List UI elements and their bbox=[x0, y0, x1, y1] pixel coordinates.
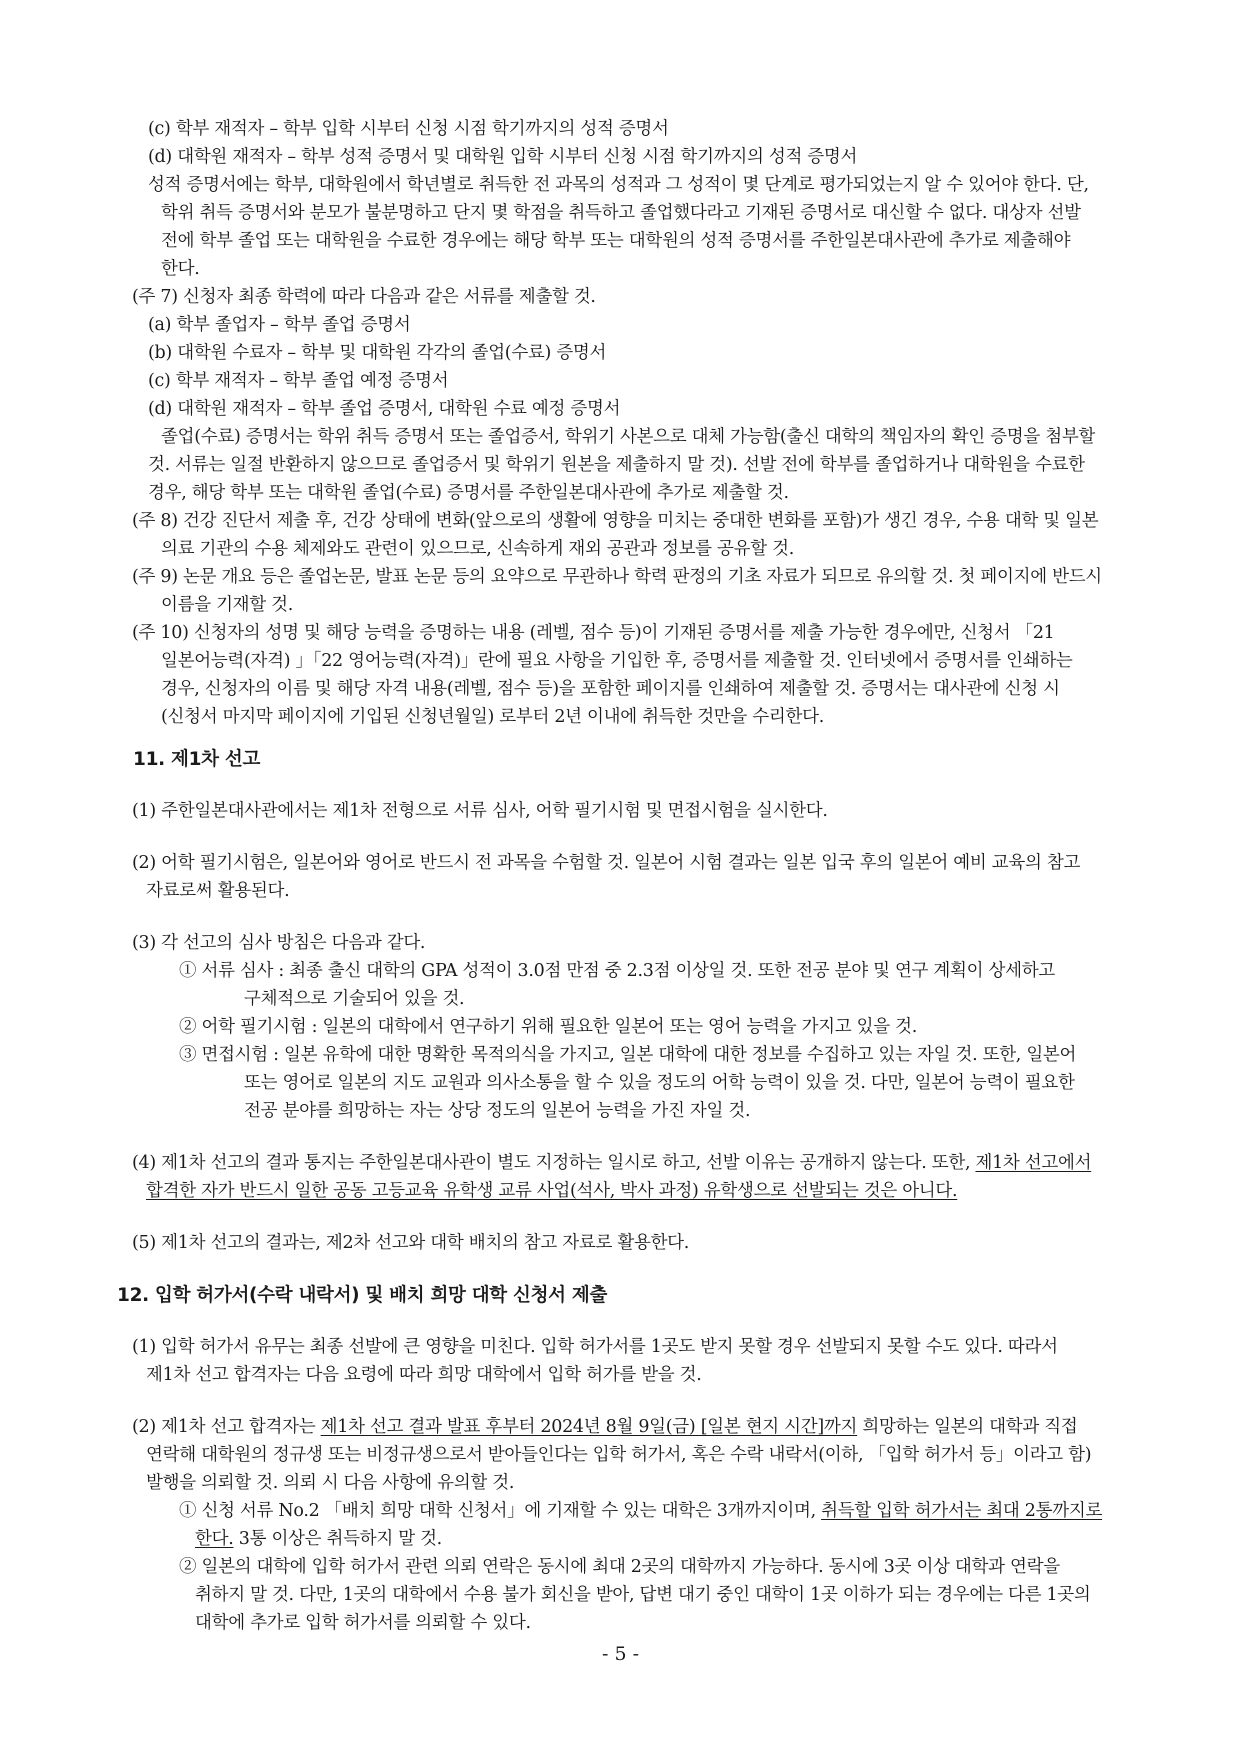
section11-p3-title: (3) 각 선고의 심사 방침은 다음과 같다. bbox=[132, 933, 426, 953]
review-criteria-line: 구체적으로 기술되어 있을 것. bbox=[244, 989, 465, 1009]
p4-underlined: 합격한 자가 반드시 일한 공동 고등교육 유학생 교류 사업(석사, 박사 과정) 유학생으로 선발되는 것은 아니다. bbox=[146, 1181, 958, 1201]
section11-p2-line: 자료로써 활용된다. bbox=[146, 881, 290, 901]
section12-item2-line: 취하지 말 것. 다만, 1곳의 대학에서 수용 불가 회신을 받아, 답변 대기 중인 대학이 1곳 이하가 되는 경우에는 다른 1곳의 bbox=[195, 1585, 1091, 1605]
transcript-note-line: 한다. bbox=[161, 259, 200, 279]
note8-line: (주 8) 건강 진단서 제출 후, 건강 상태에 변화(앞으로의 생활에 영향을 미치는 중대한 변화를 포함)가 생긴 경우, 수용 대학 및 일본 bbox=[132, 511, 1099, 531]
section11-p1: (1) 주한일본대사관에서는 제1차 전형으로 서류 심사, 어학 필기시험 및 면접시험을 실시한다. bbox=[132, 801, 828, 821]
item1-text: ① 신청 서류 No.2 「배치 희망 대학 신청서」에 기재할 수 있는 대학은 3개까지이며, bbox=[179, 1501, 822, 1521]
section12-item2-line: ② 일본의 대학에 입학 허가서 관련 의뢰 연락은 동시에 최대 2곳의 대학까지 가능하다. 동시에 3곳 이상 대학과 연락을 bbox=[179, 1557, 1060, 1577]
note7-title: (주 7) 신청자 최종 학력에 따라 다음과 같은 서류를 제출할 것. bbox=[132, 287, 596, 307]
note7-body-line: 경우, 해당 학부 또는 대학원 졸업(수료) 증명서를 주한일본대사관에 추가로 제출할 것. bbox=[148, 483, 789, 503]
note8-line: 의료 기관의 수용 체제와도 관련이 있으므로, 신속하게 재외 공관과 정보를 공유할 것. bbox=[161, 539, 794, 559]
section12-p1-line: 제1차 선고 합격자는 다음 요령에 따라 희망 대학에서 입학 허가를 받을 것. bbox=[146, 1365, 702, 1385]
section12-p1-line: (1) 입학 허가서 유무는 최종 선발에 큰 영향을 미친다. 입학 허가서를 1곳도 받지 못할 경우 선발되지 못할 수도 있다. 따라서 bbox=[132, 1337, 1058, 1357]
review-criteria-line: ② 어학 필기시험 : 일본의 대학에서 연구하기 위해 필요한 일본어 또는 영어 능력을 가지고 있을 것. bbox=[179, 1017, 917, 1037]
review-criteria-line: ① 서류 심사 : 최종 출신 대학의 GPA 성적이 3.0점 만점 중 2.3점 이상일 것. 또한 전공 분야 및 연구 계획이 상세하고 bbox=[179, 961, 1055, 981]
transcript-note-line: 성적 증명서에는 학부, 대학원에서 학년별로 취득한 전 과목의 성적과 그 성적이 몇 단계로 평가되었는지 알 수 있어야 한다. 단, bbox=[148, 175, 1089, 195]
section11-p2-line: (2) 어학 필기시험은, 일본어와 영어로 반드시 전 과목을 수험할 것. 일본어 시험 결과는 일본 입국 후의 일본어 예비 교육의 참고 bbox=[132, 853, 1081, 873]
section11-p4-line bbox=[146, 1179, 957, 1203]
section-11-heading: 11. 제1차 선고 bbox=[133, 749, 261, 770]
note9-line: 이름을 기재할 것. bbox=[161, 595, 294, 615]
note7-item: (b) 대학원 수료자 – 학부 및 대학원 각각의 졸업(수료) 증명서 bbox=[148, 343, 607, 363]
note7-item: (d) 대학원 재적자 – 학부 졸업 증명서, 대학원 수료 예정 증명서 bbox=[148, 399, 621, 419]
section12-item1-line bbox=[195, 1527, 442, 1551]
p2-text: 희망하는 일본의 대학과 직접 bbox=[857, 1417, 1078, 1437]
note9-line: (주 9) 논문 개요 등은 졸업논문, 발표 논문 등의 요약으로 무관하나 학력 판정의 기초 자료가 되므로 유의할 것. 첫 페이지에 반드시 bbox=[132, 567, 1102, 587]
review-criteria-line: ③ 면접시험 : 일본 유학에 대한 명확한 목적의식을 가지고, 일본 대학에 대한 정보를 수집하고 있는 자일 것. 또한, 일본어 bbox=[179, 1045, 1077, 1065]
section12-item2-line: 대학에 추가로 입학 허가서를 의뢰할 수 있다. bbox=[195, 1613, 531, 1633]
p2-deadline: 제1차 선고 결과 발표 후부터 2024년 8월 9일(금) [일본 현지 시간]까지 bbox=[320, 1417, 858, 1437]
note10-line: 경우, 신청자의 이름 및 해당 자격 내용(레벨, 점수 등)을 포함한 페이지를 인쇄하여 제출할 것. 증명서는 대사관에 신청 시 bbox=[161, 679, 1060, 699]
review-criteria-line: 또는 영어로 일본의 지도 교원과 의사소통을 할 수 있을 정도의 어학 능력이 있을 것. 다만, 일본어 능력이 필요한 bbox=[244, 1073, 1075, 1093]
note10-line: (주 10) 신청자의 성명 및 해당 능력을 증명하는 내용 (레벨, 점수 등)이 기재된 증명서를 제출 가능한 경우에만, 신청서 「21 bbox=[132, 623, 1055, 643]
req-docs-c: (c) 학부 재적자 – 학부 입학 시부터 신청 시점 학기까지의 성적 증명서 bbox=[148, 119, 669, 139]
item1-text: 3통 이상은 취득하지 말 것. bbox=[233, 1529, 442, 1549]
p2-text: (2) 제1차 선고 합격자는 bbox=[132, 1417, 321, 1437]
page-number: - 5 - bbox=[601, 1643, 639, 1665]
section12-p2-line: 발행을 의뢰할 것. 의뢰 시 다음 사항에 유의할 것. bbox=[146, 1473, 515, 1493]
req-docs-d: (d) 대학원 재적자 – 학부 성적 증명서 및 대학원 입학 시부터 신청 시점 학기까지의 성적 증명서 bbox=[148, 147, 858, 167]
section12-item1-line bbox=[179, 1499, 1102, 1523]
transcript-note-line: 학위 취득 증명서와 분모가 불분명하고 단지 몇 학점을 취득하고 졸업했다라고 기재된 증명서로 대신할 수 없다. 대상자 선발 bbox=[161, 203, 1081, 223]
section12-p2-line: 연락해 대학원의 정규생 또는 비정규생으로서 받아들인다는 입학 허가서, 혹은 수락 내락서(이하, 「입학 허가서 등」이라고 함) bbox=[146, 1445, 1092, 1465]
note10-line: (신청서 마지막 페이지에 기입된 신청년월일) 로부터 2년 이내에 취득한 것만을 수리한다. bbox=[161, 707, 824, 727]
transcript-note-line: 전에 학부 졸업 또는 대학원을 수료한 경우에는 해당 학부 또는 대학원의 성적 증명서를 주한일본대사관에 추가로 제출해야 bbox=[161, 231, 1071, 251]
note7-item: (c) 학부 재적자 – 학부 졸업 예정 증명서 bbox=[148, 371, 449, 391]
item1-underlined: 취득할 입학 허가서는 최대 2통까지로 bbox=[821, 1501, 1103, 1521]
item1-underlined: 한다. bbox=[195, 1529, 234, 1549]
section11-p4-line bbox=[132, 1151, 1091, 1175]
note7-body-line: 졸업(수료) 증명서는 학위 취득 증명서 또는 졸업증서, 학위기 사본으로 대체 가능함(출신 대학의 책임자의 확인 증명을 첨부할 bbox=[161, 427, 1096, 447]
section-12-heading: 12. 입학 허가서(수락 내락서) 및 배치 희망 대학 신청서 제출 bbox=[117, 1285, 608, 1306]
note7-body-line: 것. 서류는 일절 반환하지 않으므로 졸업증서 및 학위기 원본을 제출하지 말 것). 선발 전에 학부를 졸업하거나 대학원을 수료한 bbox=[148, 455, 1085, 475]
review-criteria-line: 전공 분야를 희망하는 자는 상당 정도의 일본어 능력을 가진 자일 것. bbox=[244, 1101, 751, 1121]
note7-item: (a) 학부 졸업자 – 학부 졸업 증명서 bbox=[148, 315, 411, 335]
note10-line: 일본어능력(자격) 」「22 영어능력(자격)」란에 필요 사항을 기입한 후, 증명서를 제출할 것. 인터넷에서 증명서를 인쇄하는 bbox=[161, 651, 1073, 671]
p4-underlined: 제1차 선고에서 bbox=[975, 1153, 1092, 1173]
section11-p5: (5) 제1차 선고의 결과는, 제2차 선고와 대학 배치의 참고 자료로 활용한다. bbox=[132, 1233, 690, 1253]
p4-text: (4) 제1차 선고의 결과 통지는 주한일본대사관이 별도 지정하는 일시로 하고, 선발 이유는 공개하지 않는다. 또한, bbox=[132, 1153, 976, 1173]
section12-p2-line bbox=[132, 1415, 1077, 1439]
